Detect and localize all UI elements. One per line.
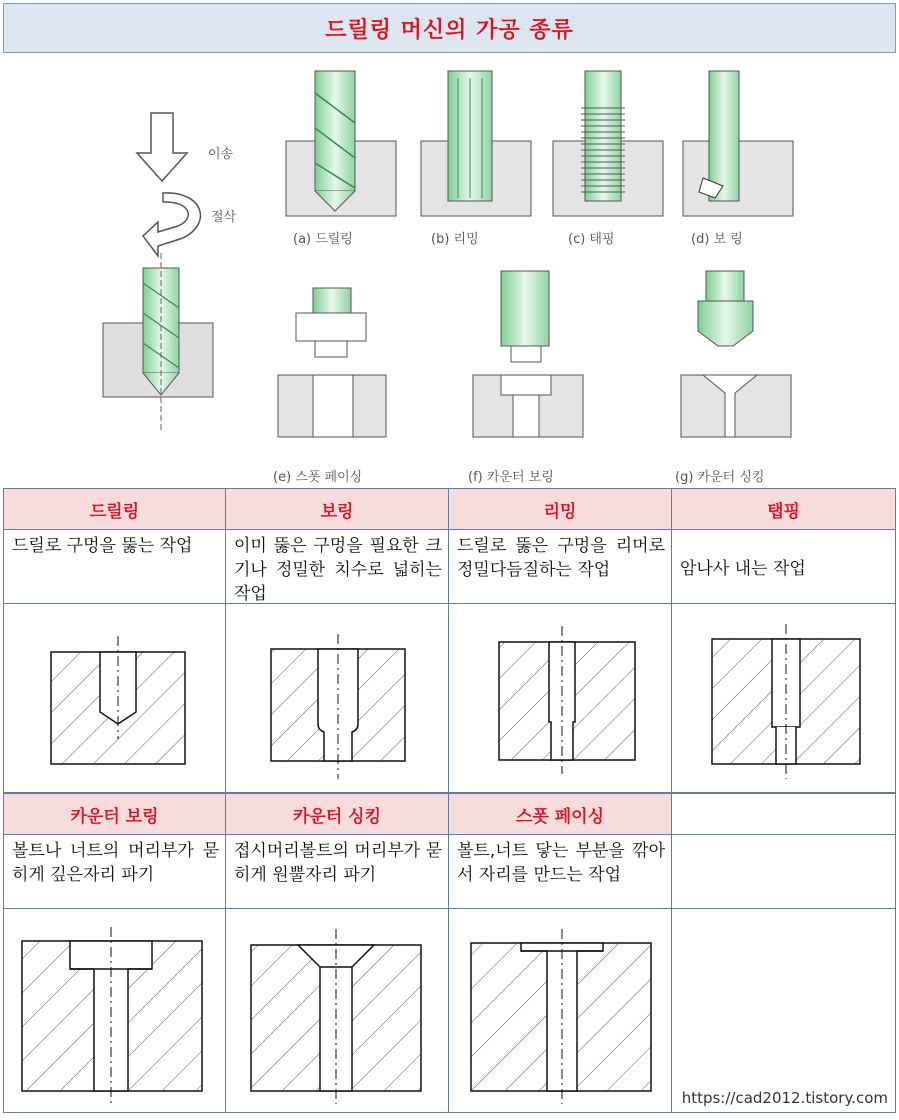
desc-tapping: 암나사 내는 작업: [672, 530, 896, 604]
caption-b: (b) 리밍: [431, 232, 479, 247]
desc-boring: 이미 뚫은 구멍을 필요한 크기나 정밀한 치수로 넓히는 작업: [226, 530, 449, 604]
header-tapping: 탭핑: [672, 488, 896, 530]
cut-label: 절삭: [211, 210, 237, 225]
fig-tapping: [672, 604, 896, 793]
feed-label: 이송: [208, 147, 234, 162]
caption-e: (e) 스폿 페이싱: [273, 470, 363, 485]
fig-counter-boring: [3, 909, 226, 1113]
page-title: 드릴링 머신의 가공 종류: [3, 3, 896, 53]
desc-counter-boring: 볼트나 너트의 머리부가 묻히게 깊은자리 파기: [3, 835, 226, 909]
page-frame: [3, 3, 896, 1113]
caption-g: (g) 카운터 싱킹: [675, 470, 765, 485]
fig-empty: [672, 909, 896, 1113]
desc-empty: [672, 835, 896, 909]
caption-c: (c) 태핑: [568, 232, 615, 247]
header-reaming: 리밍: [449, 488, 672, 530]
machining-illustration: [3, 53, 896, 488]
desc-spot-facing: 볼트,너트 닿는 부분을 깎아서 자리를 만드는 작업: [449, 835, 672, 909]
fig-boring: [226, 604, 449, 793]
header-counter-boring: 카운터 보링: [3, 793, 226, 835]
desc-drilling: 드릴로 구멍을 뚫는 작업: [3, 530, 226, 604]
header-counter-sinking: 카운터 싱킹: [226, 793, 449, 835]
header-empty: [672, 793, 896, 835]
caption-d: (d) 보 링: [691, 232, 743, 247]
fig-drilling: [3, 604, 226, 793]
caption-a: (a) 드릴링: [293, 232, 353, 247]
caption-f: (f) 카운터 보링: [468, 470, 554, 485]
fig-counter-sinking: [226, 909, 449, 1113]
fig-spot-facing: [449, 909, 672, 1113]
fig-reaming: [449, 604, 672, 793]
desc-counter-sinking: 접시머리볼트의 머리부가 묻히게 원뿔자리 파기: [226, 835, 449, 909]
source-url: https://cad2012.tistory.com: [681, 1089, 888, 1107]
desc-reaming: 드릴로 뚫은 구멍을 리머로 정밀다듬질하는 작업: [449, 530, 672, 604]
header-spot-facing: 스폿 페이싱: [449, 793, 672, 835]
header-boring: 보링: [226, 488, 449, 530]
header-drilling: 드릴링: [3, 488, 226, 530]
